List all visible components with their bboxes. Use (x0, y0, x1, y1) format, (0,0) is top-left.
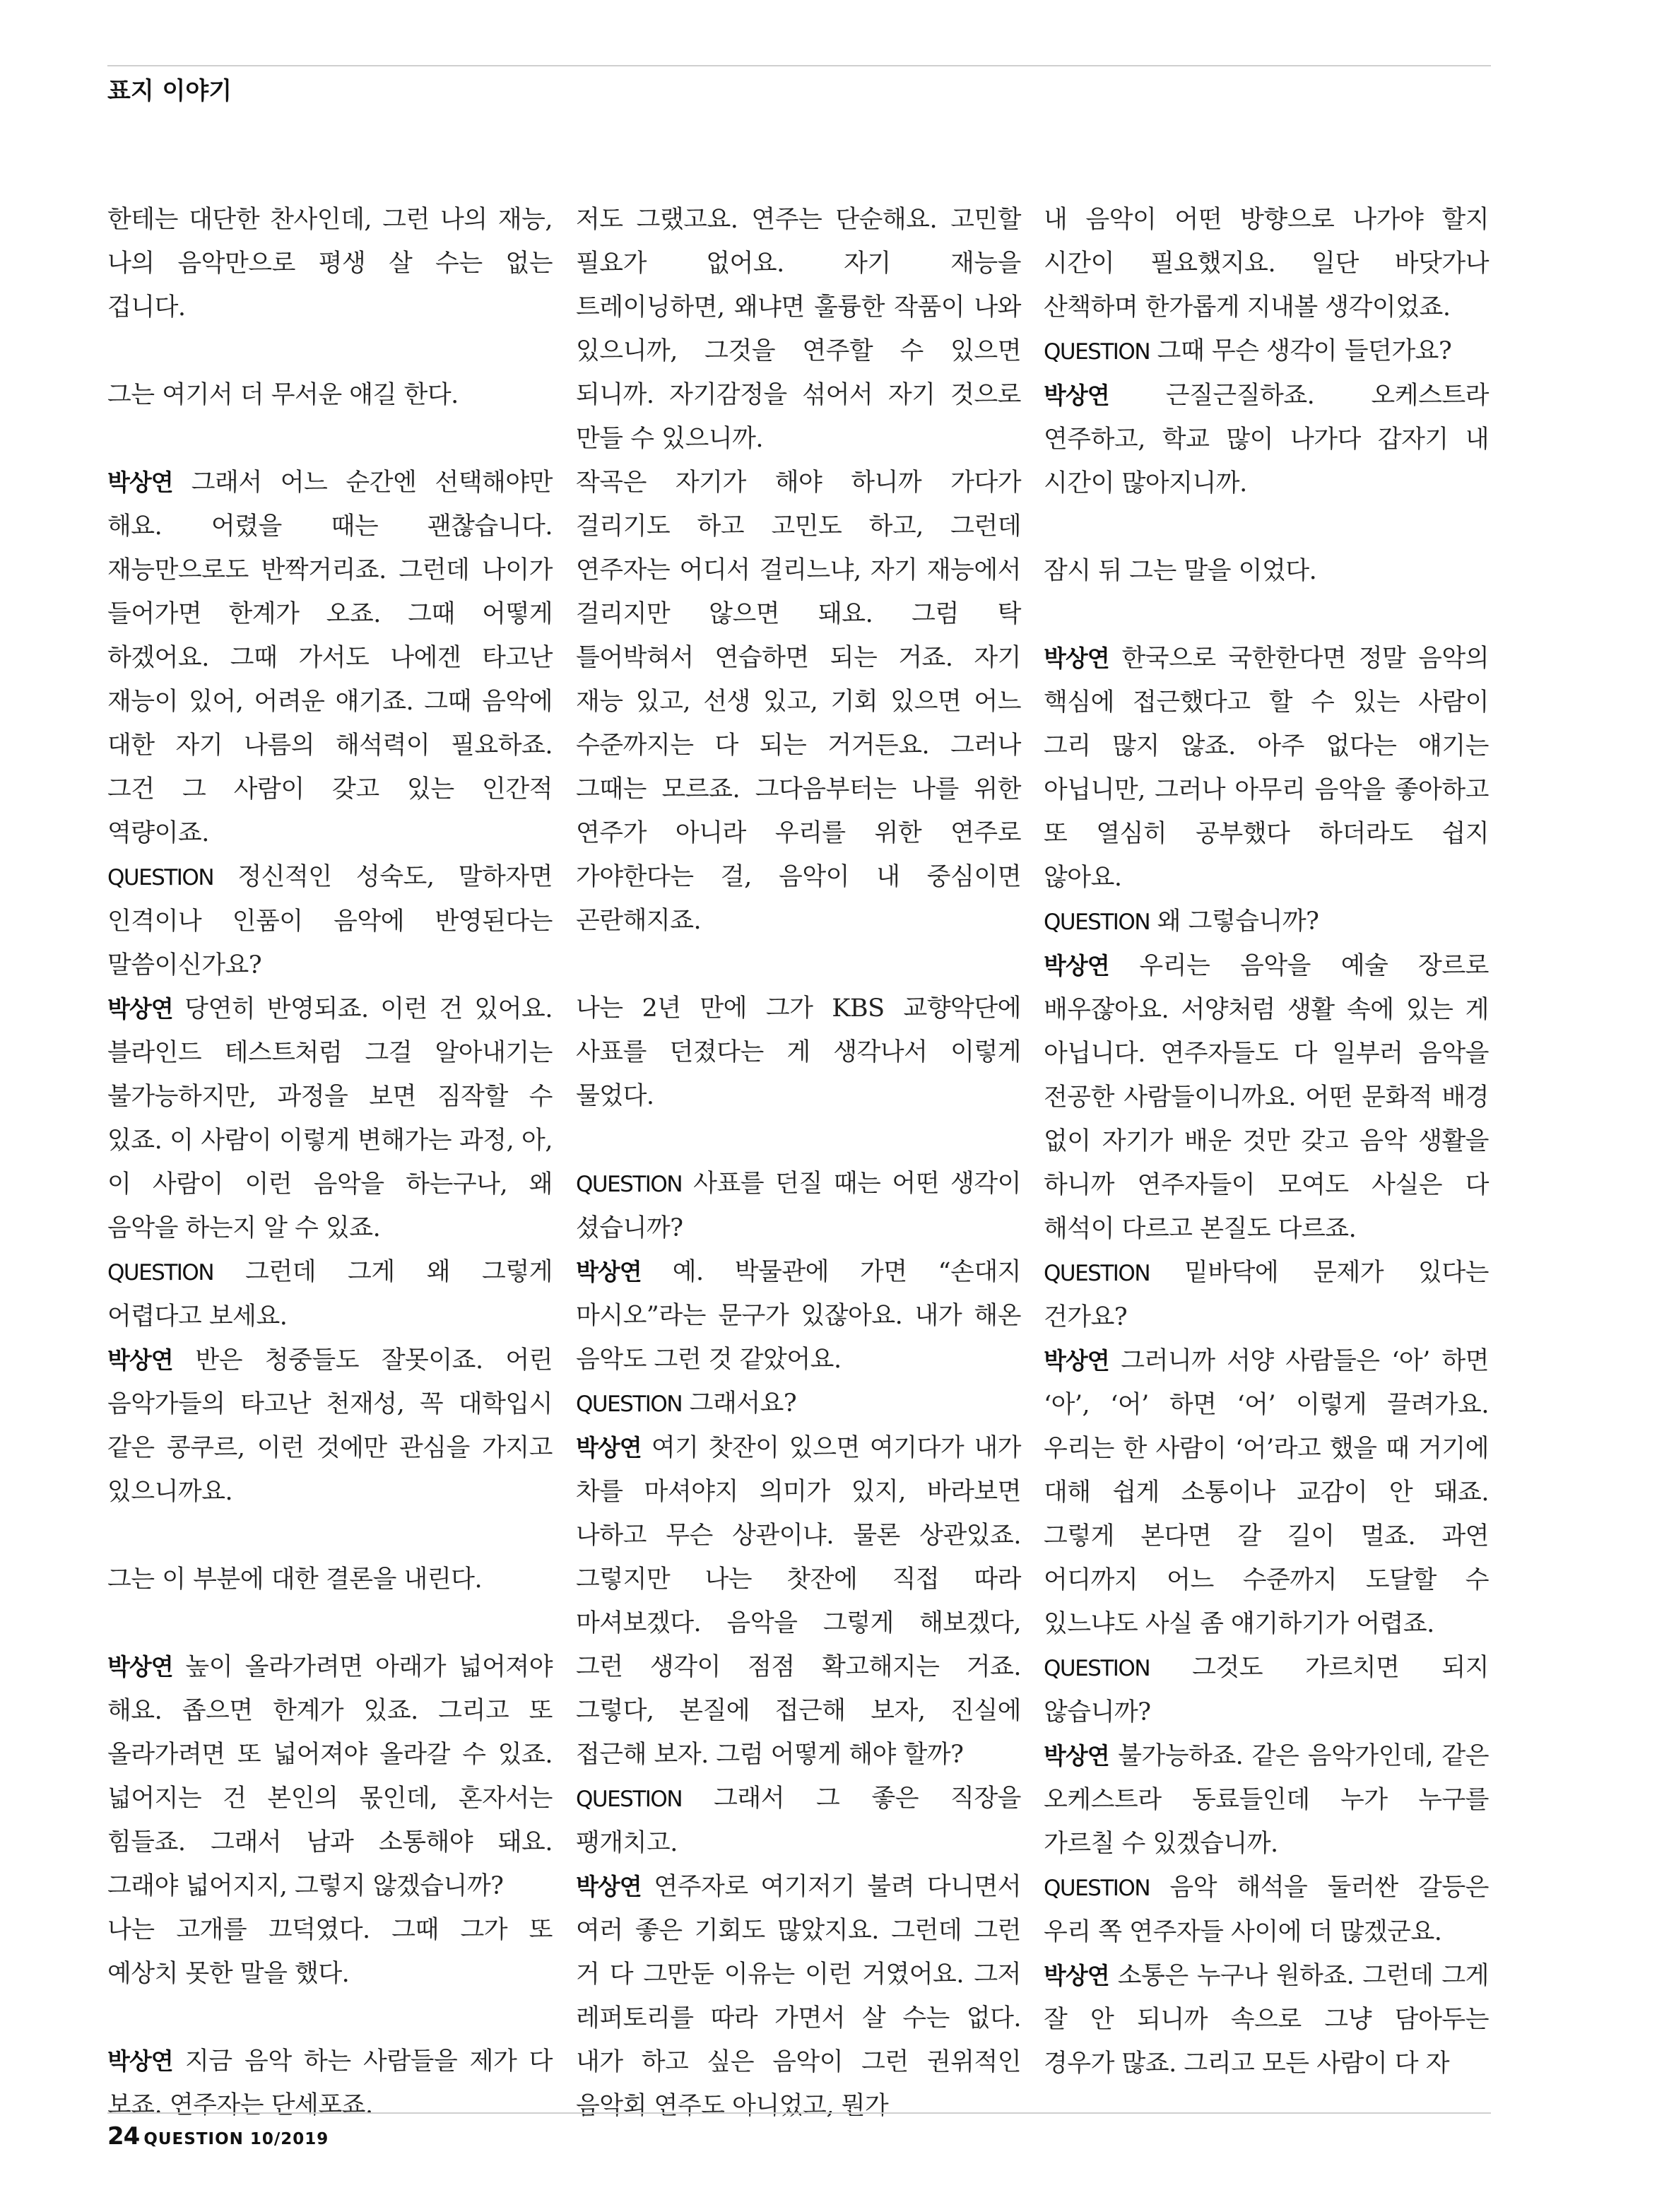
question-label: QUESTION (1044, 1261, 1150, 1286)
answer-paragraph: 박상연 우리는 음악을 예술 장르로 배우잖아요. 서양처럼 생활 속에 있는 게 아닙니다. 연주자들도 다 일부러 음악을 전공한 사람들이니까요. 어떤 문화적 배경 없이 자기가 배운 것만 갖고 음악 생활을 하니까 연주자들이 모여도 사실은 다 해석이 다르고 본질도 다르죠. (1044, 952, 1489, 1243)
article-column-3 (1044, 198, 1489, 2085)
article-column-2 (576, 198, 1021, 2128)
answer-paragraph: 박상연 그래서 어느 순간엔 선택해야만 해요. 어렸을 때는 괜찮습니다. 재능만으로도 반짝거리죠. 그런데 나이가 들어가면 한계가 오죠. 그때 어떻게 하겠어요. 그때 가서도 나에겐 타고난 재능이 있어, 어려운 얘기죠. 그때 음악에 대한 자기 나름의 해석력이 필요하죠. 그건 그 사람이 갖고 있는 인간적 역량이죠. (107, 469, 553, 847)
narration-paragraph: 잠시 뒤 그는 말을 이었다. (1044, 557, 1317, 585)
answer-paragraph: 박상연 불가능하죠. 같은 음악가인데, 같은 오케스트라 동료들인데 누가 누구를 가르칠 수 있겠습니까. (1044, 1742, 1489, 1858)
speaker-label: 박상연 (1044, 1347, 1109, 1375)
answer-paragraph: 박상연 반은 청중들도 잘못이죠. 어린 음악가들의 타고난 천재성, 꼭 대학입시 같은 콩쿠르, 이런 것에만 관심을 가지고 있으니까요. (107, 1346, 553, 1506)
question-label: QUESTION (1044, 1656, 1150, 1681)
question-paragraph: QUESTION 음악 해석을 둘러싼 갈등은 우리 쪽 연주자들 사이에 더 많겠군요. (1044, 1873, 1489, 1946)
question-paragraph: QUESTION 밑바닥에 문제가 있다는 건가요? (1044, 1259, 1489, 1331)
answer-paragraph: 박상연 예. 박물관에 가면 “손대지 마시오”라는 문구가 있잖아요. 내가 해온 음악도 그런 것 같았어요. (576, 1258, 1021, 1374)
footer-rule (107, 2112, 1491, 2114)
narration-paragraph: 나는 고개를 끄덕였다. 그때 그가 또 예상치 못한 말을 했다. (107, 1916, 553, 1988)
speaker-label: 박상연 (107, 2047, 173, 2075)
speaker-label: 박상연 (107, 469, 173, 496)
speaker-label: 박상연 (576, 1258, 642, 1286)
answer-paragraph: 박상연 소통은 누구나 원하죠. 그런데 그게 잘 안 되니까 속으로 그냥 담아두는 경우가 많죠. 그리고 모든 사람이 다 자 (1044, 1962, 1489, 2078)
speaker-label: 박상연 (1044, 1962, 1109, 1989)
answer-paragraph: 박상연 근질근질하죠. 오케스트라 연주하고, 학교 많이 나가다 갑자기 내 시간이 많아지니까. (1044, 382, 1489, 498)
header-rule (107, 65, 1491, 66)
speaker-label: 박상연 (1044, 952, 1109, 979)
speaker-label: 박상연 (107, 995, 173, 1023)
question-label: QUESTION (107, 865, 214, 890)
speaker-label: 박상연 (107, 1346, 173, 1374)
speaker-label: 박상연 (1044, 382, 1109, 409)
answer-paragraph: 박상연 여기 찻잔이 있으면 여기다가 내가 차를 마셔야지 의미가 있지, 바라보면 나하고 무슨 상관이냐. 물론 상관있죠. 그렇지만 나는 찻잔에 직접 따라 마셔보겠다. 음악을 그렇게 해보겠다, 그런 생각이 점점 확고해지는 거죠. 그렇다, 본질에 접근해 보자, 진실에 접근해 보자. 그럼 어떻게 해야 할까? (576, 1434, 1021, 1769)
speaker-label: 박상연 (576, 1434, 642, 1461)
question-paragraph: QUESTION 그래서요? (576, 1389, 797, 1418)
question-label: QUESTION (576, 1392, 683, 1417)
question-label: QUESTION (1044, 339, 1150, 365)
page-footer (107, 2122, 329, 2151)
answer-paragraph: 박상연 한국으로 국한한다면 정말 음악의 핵심에 접근했다고 할 수 있는 사람이 그리 많지 않죠. 아주 없다는 얘기는 아닙니만, 그러나 아무리 음악을 좋아하고 또 열심히 공부했다 하더라도 쉽지 않아요. (1044, 645, 1489, 892)
paragraph: 내 음악이 어떤 방향으로 나가야 할지 시간이 필요했지요. 일단 바닷가나 산책하며 한가롭게 지내볼 생각이었죠. (1044, 206, 1489, 322)
narration-paragraph: 나는 2년 만에 그가 KBS 교향악단에 사표를 던졌다는 게 생각나서 이렇게 물었다. (576, 994, 1021, 1110)
speaker-label: 박상연 (107, 1653, 173, 1681)
question-paragraph: QUESTION 그것도 가르치면 되지 않습니까? (1044, 1654, 1489, 1726)
speaker-label: 박상연 (1044, 1742, 1109, 1770)
article-column-1 (107, 198, 553, 2127)
question-label: QUESTION (107, 1260, 214, 1286)
question-label: QUESTION (1044, 1876, 1150, 1901)
question-label: QUESTION (1044, 910, 1150, 935)
question-label: QUESTION (576, 1172, 683, 1197)
question-label: QUESTION (576, 1787, 683, 1812)
speaker-label: 박상연 (1044, 645, 1109, 672)
paragraph: 한테는 대단한 찬사인데, 그런 나의 재능, 나의 음악만으로 평생 살 수는 없는 겁니다. (107, 206, 553, 322)
paragraph: 작곡은 자기가 해야 하니까 가다가 걸리기도 하고 고민도 하고, 그런데 연주자는 어디서 걸리느냐, 자기 재능에서 걸리지만 않으면 돼요. 그럼 탁 틀어박혀서 연습하면 되는 거죠. 자기 재능 있고, 선생 있고, 기회 있으면 어느 수준까지는 다 되는 거거든요. 그러나 그때는 모르죠. 그다음부터는 나를 위한 연주가 아니라 우리를 위한 연주로 가야한다는 걸, 음악이 내 중심이면 곤란해지죠. (576, 469, 1021, 935)
narration-paragraph: 그는 여기서 더 무서운 얘길 한다. (107, 381, 459, 409)
question-paragraph: QUESTION 사표를 던질 때는 어떤 생각이 셨습니까? (576, 1170, 1021, 1242)
speaker-label: 박상연 (576, 1873, 642, 1900)
narration-paragraph: 그는 이 부분에 대한 결론을 내린다. (107, 1565, 483, 1594)
question-paragraph: QUESTION 그때 무슨 생각이 들던가요? (1044, 337, 1452, 365)
answer-paragraph: 박상연 지금 음악 하는 사람들을 제가 다 보죠. 연주자는 단세포죠. (107, 2047, 553, 2119)
question-paragraph: QUESTION 정신적인 성숙도, 말하자면 인격이나 인품이 음악에 반영된다는 말씀이신가요? (107, 863, 553, 979)
question-paragraph: QUESTION 그런데 그게 왜 그렇게 어렵다고 보세요. (107, 1258, 553, 1331)
answer-paragraph: 박상연 연주자로 여기저기 불려 다니면서 여러 좋은 기회도 많았지요. 그런데 그런 거 다 그만둔 이유는 이런 거였어요. 그저 레퍼토리를 따라 가면서 살 수는 없다. 내가 하고 싶은 음악이 그런 권위적인 음악회 연주도 아니었고, 뭔가 (576, 1873, 1021, 2120)
section-title: 표지 이야기 (107, 77, 232, 105)
paragraph: 저도 그랬고요. 연주는 단순해요. 고민할 필요가 없어요. 자기 재능을 트레이닝하면, 왜냐면 훌륭한 작품이 나와 있으니까, 그것을 연주할 수 있으면 되니까. 자기감정을 섞어서 자기 것으로 만들 수 있으니까. (576, 206, 1021, 453)
issue-label: QUESTION 10/2019 (143, 2130, 329, 2148)
answer-paragraph: 박상연 그러니까 서양 사람들은 ‘아’ 하면 ‘아’, ‘어’ 하면 ‘어’ 이렇게 끌려가요. 우리는 한 사람이 ‘어’라고 했을 때 거기에 대해 쉽게 소통이나 교감이 안 돼죠. 그렇게 본다면 갈 길이 멀죠. 과연 어디까지 어느 수준까지 도달할 수 있느냐도 사실 좀 얘기하기가 어렵죠. (1044, 1347, 1489, 1638)
question-paragraph: QUESTION 그래서 그 좋은 직장을 팽개치고. (576, 1784, 1021, 1857)
answer-paragraph: 박상연 당연히 반영되죠. 이런 건 있어요. 블라인드 테스트처럼 그걸 알아내기는 불가능하지만, 과정을 보면 짐작할 수 있죠. 이 사람이 이렇게 변해가는 과정, 아, 이 사람이 이런 음악을 하는구나, 왜 음악을 하는지 알 수 있죠. (107, 995, 553, 1242)
question-paragraph: QUESTION 왜 그렇습니까? (1044, 907, 1319, 936)
answer-paragraph: 박상연 높이 올라가려면 아래가 넓어져야 해요. 좁으면 한계가 있죠. 그리고 또 올라가려면 또 넓어져야 올라갈 수 있죠. 넓어지는 건 본인의 몫인데, 혼자서는 힘들죠. 그래서 남과 소통해야 돼요. 그래야 넓어지지, 그렇지 않겠습니까? (107, 1653, 553, 1900)
page-number: 24 (107, 2122, 140, 2151)
